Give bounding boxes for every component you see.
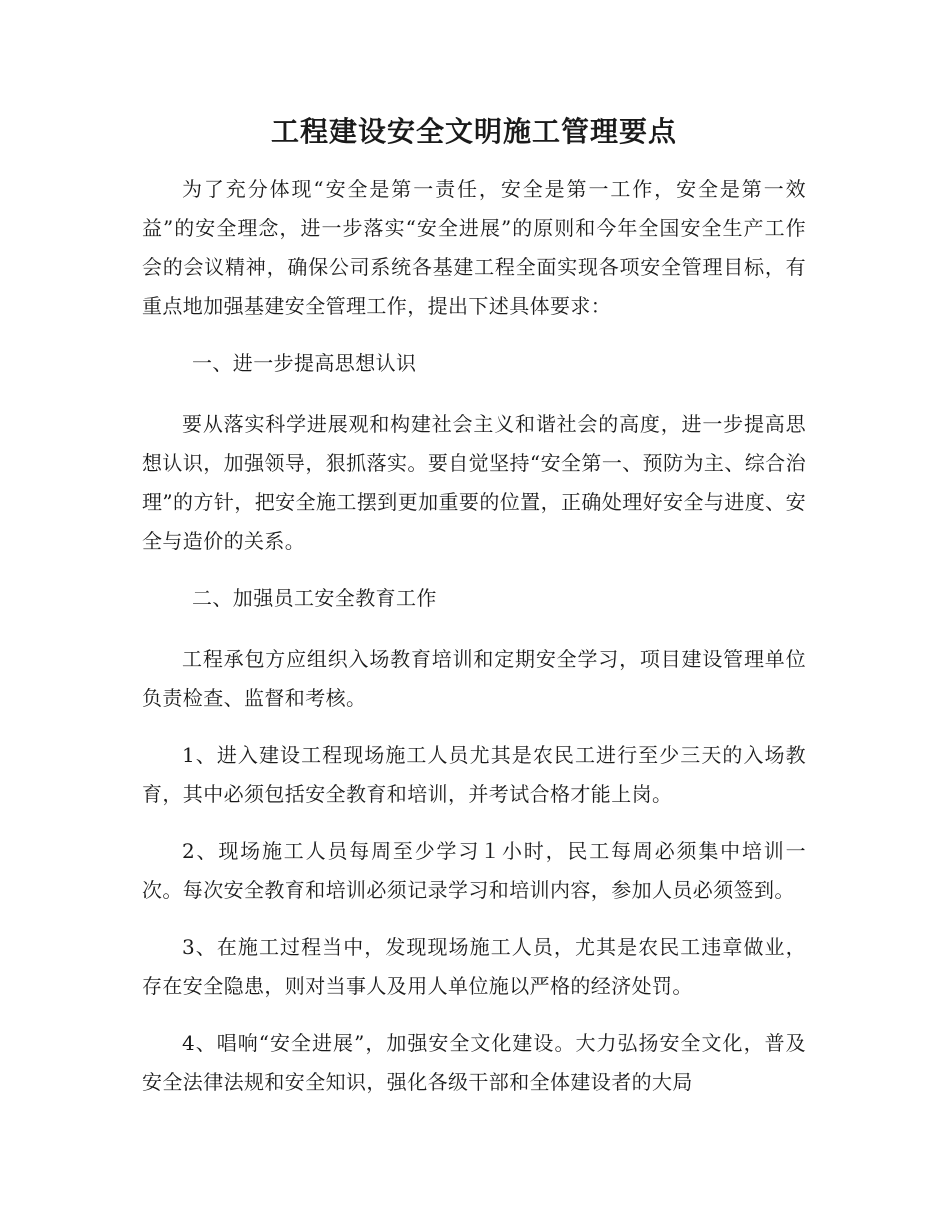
intro-paragraph: 为了充分体现“安全是第一责任，安全是第一工作，安全是第一效益”的安全理念，进一步落实“安全进展”的原则和今年全国安全生产工作会的会议精神，确保公司系统各基建工程全面实现各项安全管理目标，有重点地加强基建安全管理工作，提出下述具体要求： — [142, 177, 806, 318]
section-heading-1: 一、进一步提高思想认识 — [192, 351, 417, 375]
list-item-4: 4、唱响“安全进展”，加强安全文化建设。大力弘扬安全文化，普及安全法律法规和安全知识，强化各级干部和全体建设者的大局 — [142, 1031, 806, 1094]
list-item-1: 1、进入建设工程现场施工人员尤其是农民工进行至少三天的入场教育，其中必须包括安全教育和培训，并考试合格才能上岗。 — [142, 743, 806, 806]
section-1-paragraph: 要从落实科学进展观和构建社会主义和谐社会的高度，进一步提高思想认识，加强领导，狠抓落实。要自觉坚持“安全第一、预防为主、综合治理”的方针，把安全施工摆到更加重要的位置，正确处理好安全与进度、安全与造价的关系。 — [142, 412, 806, 553]
document-title: 工程建设安全文明施工管理要点 — [270, 115, 677, 148]
list-item-2: 2、现场施工人员每周至少学习１小时，民工每周必须集中培训一次。每次安全教育和培训必须记录学习和培训内容，参加人员必须签到。 — [142, 839, 806, 902]
section-2-paragraph: 工程承包方应组织入场教育培训和定期安全学习，项目建设管理单位负责检查、监督和考核。 — [142, 647, 806, 710]
document-body — [142, 112, 806, 1120]
list-item-3: 3、在施工过程当中，发现现场施工人员，尤其是农民工违章做业，存在安全隐患，则对当事人及用人单位施以严格的经济处罚。 — [142, 935, 806, 998]
section-heading-2: 二、加强员工安全教育工作 — [192, 586, 437, 610]
